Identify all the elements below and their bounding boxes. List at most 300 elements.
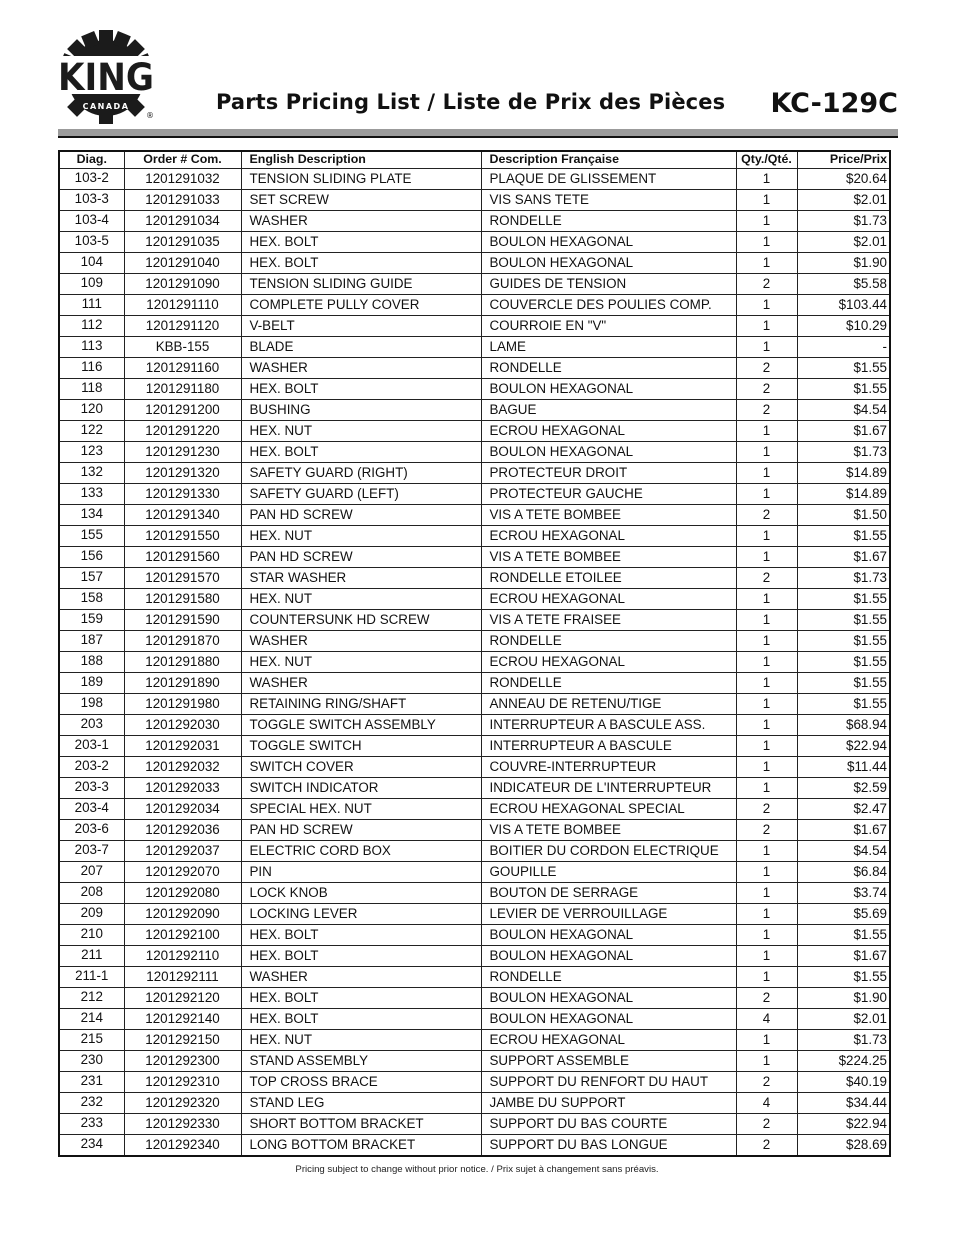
cell-english-description: HEX. NUT (241, 421, 481, 442)
cell-quantity: 2 (736, 379, 797, 400)
cell-diag: 187 (59, 631, 124, 652)
cell-quantity: 2 (736, 1072, 797, 1093)
cell-diag: 214 (59, 1009, 124, 1030)
table-row (59, 862, 890, 883)
cell-english-description: HEX. NUT (241, 526, 481, 547)
cell-french-description: SUPPORT DU RENFORT DU HAUT (481, 1072, 736, 1093)
cell-order-number: 1201292032 (124, 757, 241, 778)
cell-french-description: INDICATEUR DE L'INTERRUPTEUR (481, 778, 736, 799)
cell-quantity: 1 (736, 526, 797, 547)
cell-quantity: 1 (736, 925, 797, 946)
cell-order-number: 1201292036 (124, 820, 241, 841)
table-row (59, 253, 890, 274)
table-row (59, 925, 890, 946)
cell-english-description: HEX. BOLT (241, 232, 481, 253)
cell-order-number: 1201292140 (124, 1009, 241, 1030)
cell-english-description: HEX. BOLT (241, 442, 481, 463)
cell-quantity: 1 (736, 862, 797, 883)
model-number: KC-129C (770, 88, 898, 119)
table-row (59, 1114, 890, 1135)
table-row (59, 967, 890, 988)
cell-diag: 231 (59, 1072, 124, 1093)
cell-price: $1.73 (797, 442, 890, 463)
cell-english-description: HEX. BOLT (241, 946, 481, 967)
cell-order-number: 1201291330 (124, 484, 241, 505)
cell-price: $1.90 (797, 253, 890, 274)
table-row (59, 526, 890, 547)
gear-icon (56, 26, 156, 126)
cell-price: $4.54 (797, 400, 890, 421)
table-row (59, 358, 890, 379)
cell-french-description: JAMBE DU SUPPORT (481, 1093, 736, 1114)
cell-price: $103.44 (797, 295, 890, 316)
cell-diag: 103-3 (59, 190, 124, 211)
cell-price: $14.89 (797, 484, 890, 505)
cell-quantity: 1 (736, 715, 797, 736)
cell-order-number: 1201291880 (124, 652, 241, 673)
cell-quantity: 1 (736, 694, 797, 715)
cell-order-number: 1201292080 (124, 883, 241, 904)
cell-price: $1.55 (797, 379, 890, 400)
cell-english-description: ELECTRIC CORD BOX (241, 841, 481, 862)
cell-price: $2.01 (797, 1009, 890, 1030)
cell-diag: 116 (59, 358, 124, 379)
table-row (59, 820, 890, 841)
cell-quantity: 2 (736, 274, 797, 295)
table-row (59, 946, 890, 967)
table-row (59, 1051, 890, 1072)
cell-english-description: RETAINING RING/SHAFT (241, 694, 481, 715)
cell-quantity: 1 (736, 673, 797, 694)
cell-diag: 233 (59, 1114, 124, 1135)
cell-french-description: BOULON HEXAGONAL (481, 946, 736, 967)
cell-english-description: TOP CROSS BRACE (241, 1072, 481, 1093)
cell-diag: 198 (59, 694, 124, 715)
cell-quantity: 1 (736, 1051, 797, 1072)
cell-french-description: ECROU HEXAGONAL (481, 526, 736, 547)
cell-french-description: ECROU HEXAGONAL (481, 589, 736, 610)
cell-order-number: 1201291180 (124, 379, 241, 400)
cell-order-number: 1201291230 (124, 442, 241, 463)
cell-order-number: 1201291160 (124, 358, 241, 379)
cell-price: $1.55 (797, 610, 890, 631)
cell-order-number: 1201291090 (124, 274, 241, 295)
cell-quantity: 1 (736, 463, 797, 484)
cell-order-number: 1201292150 (124, 1030, 241, 1051)
cell-french-description: RONDELLE (481, 967, 736, 988)
cell-quantity: 1 (736, 1030, 797, 1051)
cell-french-description: PLAQUE DE GLISSEMENT (481, 169, 736, 190)
cell-diag: 103-5 (59, 232, 124, 253)
cell-french-description: VIS A TETE FRAISEE (481, 610, 736, 631)
cell-quantity: 1 (736, 547, 797, 568)
table-row (59, 337, 890, 358)
table-row (59, 988, 890, 1009)
cell-french-description: GOUPILLE (481, 862, 736, 883)
cell-diag: 155 (59, 526, 124, 547)
cell-french-description: SUPPORT ASSEMBLE (481, 1051, 736, 1072)
cell-quantity: 1 (736, 610, 797, 631)
cell-price: $1.55 (797, 526, 890, 547)
cell-french-description: GUIDES DE TENSION (481, 274, 736, 295)
cell-english-description: TENSION SLIDING GUIDE (241, 274, 481, 295)
cell-english-description: HEX. NUT (241, 652, 481, 673)
cell-quantity: 2 (736, 820, 797, 841)
cell-order-number: 1201291870 (124, 631, 241, 652)
cell-english-description: LOCK KNOB (241, 883, 481, 904)
header-divider (58, 129, 898, 136)
cell-diag: 133 (59, 484, 124, 505)
cell-diag: 103-4 (59, 211, 124, 232)
cell-order-number: 1201291033 (124, 190, 241, 211)
cell-french-description: RONDELLE (481, 673, 736, 694)
table-row (59, 274, 890, 295)
col-header-price: Price/Prix (797, 151, 890, 169)
cell-english-description: HEX. BOLT (241, 379, 481, 400)
cell-quantity: 1 (736, 736, 797, 757)
cell-quantity: 1 (736, 232, 797, 253)
table-row (59, 736, 890, 757)
cell-order-number: 1201292090 (124, 904, 241, 925)
col-header-english: English Description (241, 151, 481, 169)
parts-table (58, 150, 891, 1157)
cell-english-description: PAN HD SCREW (241, 547, 481, 568)
table-row (59, 610, 890, 631)
cell-french-description: VIS A TETE BOMBEE (481, 505, 736, 526)
table-row (59, 316, 890, 337)
cell-price: $1.55 (797, 631, 890, 652)
cell-diag: 209 (59, 904, 124, 925)
parts-table-body (59, 169, 890, 1157)
cell-diag: 208 (59, 883, 124, 904)
cell-price: $1.55 (797, 967, 890, 988)
logo-king-text: KING (58, 56, 154, 99)
cell-price: - (797, 337, 890, 358)
cell-price: $2.59 (797, 778, 890, 799)
table-row (59, 232, 890, 253)
cell-quantity: 1 (736, 904, 797, 925)
cell-english-description: TOGGLE SWITCH (241, 736, 481, 757)
cell-quantity: 1 (736, 316, 797, 337)
cell-order-number: 1201292330 (124, 1114, 241, 1135)
cell-english-description: STAR WASHER (241, 568, 481, 589)
cell-order-number: 1201292070 (124, 862, 241, 883)
cell-order-number: 1201291200 (124, 400, 241, 421)
cell-order-number: 1201291590 (124, 610, 241, 631)
cell-quantity: 1 (736, 442, 797, 463)
cell-price: $1.67 (797, 421, 890, 442)
cell-order-number: 1201291570 (124, 568, 241, 589)
cell-diag: 123 (59, 442, 124, 463)
table-row (59, 778, 890, 799)
cell-english-description: COMPLETE PULLY COVER (241, 295, 481, 316)
cell-english-description: STAND ASSEMBLY (241, 1051, 481, 1072)
cell-order-number: 1201291560 (124, 547, 241, 568)
cell-english-description: PAN HD SCREW (241, 820, 481, 841)
cell-french-description: BOULON HEXAGONAL (481, 442, 736, 463)
table-row (59, 841, 890, 862)
cell-english-description: WASHER (241, 967, 481, 988)
cell-price: $1.55 (797, 652, 890, 673)
col-header-order: Order # Com. (124, 151, 241, 169)
cell-quantity: 1 (736, 295, 797, 316)
cell-order-number: 1201291340 (124, 505, 241, 526)
cell-english-description: LONG BOTTOM BRACKET (241, 1135, 481, 1157)
cell-french-description: RONDELLE ETOILEE (481, 568, 736, 589)
cell-diag: 211 (59, 946, 124, 967)
cell-french-description: ECROU HEXAGONAL (481, 1030, 736, 1051)
cell-quantity: 1 (736, 946, 797, 967)
cell-english-description: HEX. BOLT (241, 988, 481, 1009)
cell-french-description: COUVRE-INTERRUPTEUR (481, 757, 736, 778)
cell-order-number: 1201292110 (124, 946, 241, 967)
cell-diag: 212 (59, 988, 124, 1009)
table-row (59, 568, 890, 589)
cell-order-number: 1201292300 (124, 1051, 241, 1072)
col-header-qty: Qty./Qté. (736, 151, 797, 169)
cell-diag: 203-7 (59, 841, 124, 862)
cell-diag: 203-6 (59, 820, 124, 841)
cell-french-description: BOULON HEXAGONAL (481, 253, 736, 274)
cell-quantity: 1 (736, 589, 797, 610)
cell-quantity: 1 (736, 253, 797, 274)
cell-diag: 203-3 (59, 778, 124, 799)
cell-diag: 112 (59, 316, 124, 337)
cell-quantity: 1 (736, 337, 797, 358)
table-row (59, 1072, 890, 1093)
cell-quantity: 2 (736, 988, 797, 1009)
cell-price: $40.19 (797, 1072, 890, 1093)
cell-diag: 203-1 (59, 736, 124, 757)
cell-french-description: ECROU HEXAGONAL SPECIAL (481, 799, 736, 820)
cell-price: $1.67 (797, 547, 890, 568)
cell-french-description: BOULON HEXAGONAL (481, 232, 736, 253)
cell-english-description: SET SCREW (241, 190, 481, 211)
cell-french-description: BOULON HEXAGONAL (481, 988, 736, 1009)
cell-english-description: HEX. BOLT (241, 253, 481, 274)
cell-french-description: ECROU HEXAGONAL (481, 421, 736, 442)
cell-french-description: RONDELLE (481, 631, 736, 652)
cell-order-number: 1201292100 (124, 925, 241, 946)
cell-diag: 234 (59, 1135, 124, 1157)
cell-diag: 159 (59, 610, 124, 631)
table-row (59, 547, 890, 568)
cell-price: $6.84 (797, 862, 890, 883)
cell-order-number: 1201292120 (124, 988, 241, 1009)
table-header-row (59, 151, 890, 169)
cell-price: $1.73 (797, 568, 890, 589)
cell-diag: 118 (59, 379, 124, 400)
table-row (59, 715, 890, 736)
king-canada-logo (56, 26, 156, 126)
cell-quantity: 1 (736, 778, 797, 799)
cell-quantity: 1 (736, 757, 797, 778)
table-row (59, 421, 890, 442)
cell-diag: 104 (59, 253, 124, 274)
table-row (59, 757, 890, 778)
cell-price: $14.89 (797, 463, 890, 484)
cell-quantity: 1 (736, 211, 797, 232)
cell-quantity: 2 (736, 1135, 797, 1157)
cell-price: $1.73 (797, 211, 890, 232)
table-row (59, 694, 890, 715)
table-row (59, 505, 890, 526)
cell-english-description: LOCKING LEVER (241, 904, 481, 925)
table-row (59, 169, 890, 190)
cell-english-description: HEX. BOLT (241, 1009, 481, 1030)
table-row (59, 190, 890, 211)
cell-price: $5.58 (797, 274, 890, 295)
cell-english-description: SAFETY GUARD (RIGHT) (241, 463, 481, 484)
cell-quantity: 1 (736, 484, 797, 505)
cell-english-description: HEX. NUT (241, 589, 481, 610)
cell-diag: 232 (59, 1093, 124, 1114)
cell-english-description: WASHER (241, 631, 481, 652)
cell-english-description: V-BELT (241, 316, 481, 337)
cell-diag: 113 (59, 337, 124, 358)
cell-quantity: 2 (736, 505, 797, 526)
table-row (59, 442, 890, 463)
table-row (59, 400, 890, 421)
cell-french-description: BOUTON DE SERRAGE (481, 883, 736, 904)
cell-french-description: INTERRUPTEUR A BASCULE (481, 736, 736, 757)
cell-quantity: 2 (736, 358, 797, 379)
cell-french-description: BOULON HEXAGONAL (481, 1009, 736, 1030)
cell-diag: 230 (59, 1051, 124, 1072)
cell-french-description: PROTECTEUR GAUCHE (481, 484, 736, 505)
cell-order-number: 1201291034 (124, 211, 241, 232)
cell-order-number: 1201291120 (124, 316, 241, 337)
cell-french-description: BOITIER DU CORDON ELECTRIQUE (481, 841, 736, 862)
cell-order-number: 1201292037 (124, 841, 241, 862)
cell-price: $22.94 (797, 736, 890, 757)
cell-french-description: BOULON HEXAGONAL (481, 925, 736, 946)
cell-diag: 103-2 (59, 169, 124, 190)
cell-quantity: 4 (736, 1093, 797, 1114)
table-row (59, 652, 890, 673)
cell-english-description: SWITCH COVER (241, 757, 481, 778)
cell-french-description: LEVIER DE VERROUILLAGE (481, 904, 736, 925)
cell-quantity: 1 (736, 883, 797, 904)
cell-english-description: STAND LEG (241, 1093, 481, 1114)
cell-english-description: SPECIAL HEX. NUT (241, 799, 481, 820)
cell-order-number: 1201291580 (124, 589, 241, 610)
cell-diag: 156 (59, 547, 124, 568)
cell-english-description: TOGGLE SWITCH ASSEMBLY (241, 715, 481, 736)
cell-english-description: HEX. NUT (241, 1030, 481, 1051)
cell-quantity: 1 (736, 967, 797, 988)
cell-english-description: BLADE (241, 337, 481, 358)
cell-english-description: PAN HD SCREW (241, 505, 481, 526)
table-row (59, 295, 890, 316)
cell-french-description: PROTECTEUR DROIT (481, 463, 736, 484)
cell-quantity: 1 (736, 169, 797, 190)
cell-price: $68.94 (797, 715, 890, 736)
cell-order-number: 1201291040 (124, 253, 241, 274)
cell-french-description: COURROIE EN "V" (481, 316, 736, 337)
table-row (59, 589, 890, 610)
cell-french-description: RONDELLE (481, 211, 736, 232)
table-row (59, 379, 890, 400)
cell-order-number: 1201291110 (124, 295, 241, 316)
cell-diag: 215 (59, 1030, 124, 1051)
cell-diag: 211-1 (59, 967, 124, 988)
cell-diag: 207 (59, 862, 124, 883)
header-divider-line (58, 136, 898, 138)
cell-diag: 203 (59, 715, 124, 736)
cell-price: $4.54 (797, 841, 890, 862)
cell-price: $1.73 (797, 1030, 890, 1051)
table-row (59, 883, 890, 904)
cell-diag: 189 (59, 673, 124, 694)
cell-diag: 158 (59, 589, 124, 610)
cell-price: $1.67 (797, 946, 890, 967)
table-row (59, 904, 890, 925)
cell-order-number: 1201291035 (124, 232, 241, 253)
cell-diag: 109 (59, 274, 124, 295)
cell-french-description: VIS A TETE BOMBEE (481, 547, 736, 568)
cell-order-number: 1201292111 (124, 967, 241, 988)
cell-diag: 210 (59, 925, 124, 946)
cell-price: $1.55 (797, 925, 890, 946)
cell-diag: 157 (59, 568, 124, 589)
cell-diag: 203-4 (59, 799, 124, 820)
cell-french-description: INTERRUPTEUR A BASCULE ASS. (481, 715, 736, 736)
cell-quantity: 1 (736, 841, 797, 862)
table-row (59, 484, 890, 505)
table-row (59, 631, 890, 652)
cell-order-number: 1201291032 (124, 169, 241, 190)
cell-quantity: 2 (736, 568, 797, 589)
col-header-diag: Diag. (59, 151, 124, 169)
cell-english-description: SAFETY GUARD (LEFT) (241, 484, 481, 505)
cell-french-description: RONDELLE (481, 358, 736, 379)
table-row (59, 673, 890, 694)
cell-order-number: 1201292031 (124, 736, 241, 757)
cell-english-description: COUNTERSUNK HD SCREW (241, 610, 481, 631)
cell-order-number: KBB-155 (124, 337, 241, 358)
cell-english-description: WASHER (241, 211, 481, 232)
cell-diag: 188 (59, 652, 124, 673)
cell-french-description: ECROU HEXAGONAL (481, 652, 736, 673)
cell-french-description: BOULON HEXAGONAL (481, 379, 736, 400)
cell-price: $22.94 (797, 1114, 890, 1135)
cell-quantity: 1 (736, 652, 797, 673)
cell-price: $1.55 (797, 694, 890, 715)
col-header-french: Description Française (481, 151, 736, 169)
cell-quantity: 1 (736, 190, 797, 211)
table-row (59, 463, 890, 484)
cell-quantity: 1 (736, 631, 797, 652)
cell-quantity: 2 (736, 400, 797, 421)
cell-price: $224.25 (797, 1051, 890, 1072)
cell-english-description: SWITCH INDICATOR (241, 778, 481, 799)
cell-quantity: 1 (736, 421, 797, 442)
cell-price: $2.01 (797, 232, 890, 253)
cell-order-number: 1201292320 (124, 1093, 241, 1114)
cell-order-number: 1201291320 (124, 463, 241, 484)
cell-price: $2.01 (797, 190, 890, 211)
table-row (59, 1093, 890, 1114)
cell-price: $10.29 (797, 316, 890, 337)
cell-diag: 132 (59, 463, 124, 484)
cell-english-description: BUSHING (241, 400, 481, 421)
cell-english-description: WASHER (241, 358, 481, 379)
table-row (59, 799, 890, 820)
cell-order-number: 1201291220 (124, 421, 241, 442)
cell-order-number: 1201291550 (124, 526, 241, 547)
logo-canada-text: CANADA (82, 102, 130, 111)
